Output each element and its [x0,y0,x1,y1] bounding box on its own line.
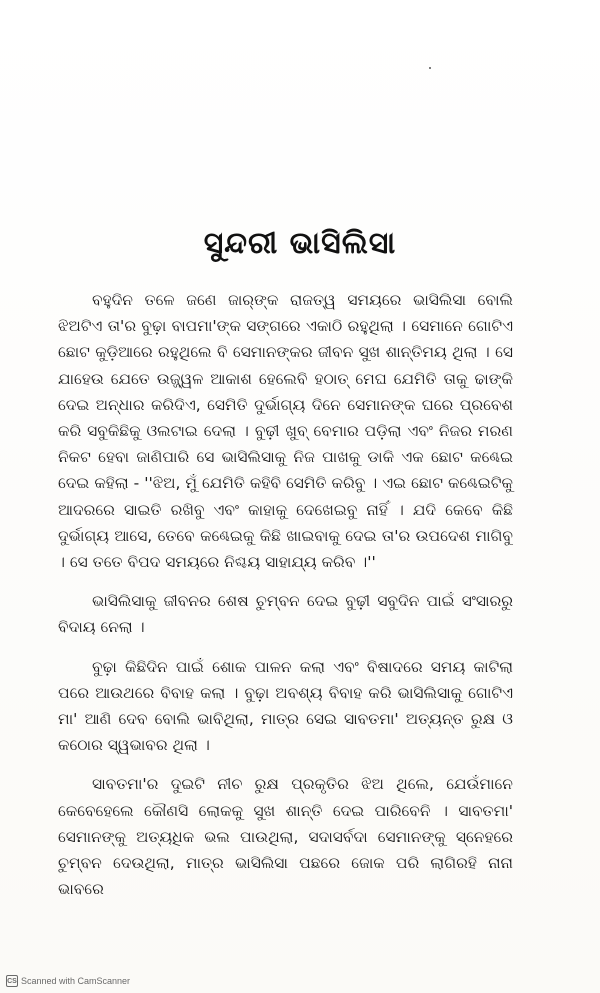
paragraph-3: ବୁଢ଼ା କିଛିଦିନ ପାଇଁ ଶୋକ ପାଳନ କଲା ଏବଂ ବିଷାଦରେ ସମୟ କାଟିଲା ପରେ ଆଉଥରେ ବିବାହ କଲା । ବୁଢ଼ା ଅବଶ୍ୟ ବିବାହ କରି ଭାସିଲିସାକୁ ଗୋଟିଏ ମା' ଆଣି ଦେବ ବୋଲି ଭାବିଥିଲା, ମାତ୍ର ସେଇ ସାବତମା' ଅତ୍ୟନ୍ତ ରୁକ୍ଷ ଓ କଠୋର ସ୍ୱଭାବର ଥିଲା । [58,657,513,755]
story-title: ସୁନ୍ଦରୀ ଭାସିଲିସା [203,226,397,261]
paragraph-2: ଭାସିଲିସାକୁ ଜୀବନର ଶେଷ ଚୁମ୍ବନ ଦେଇ ବୁଢ଼ୀ ସବୁଦିନ ପାଇଁ ସଂସାରରୁ ବିଦାୟ ନେଲା । [58,592,513,637]
camscanner-logo-icon: CS [6,975,18,987]
paragraph-4: ସାବତମା'ର ଦୁଇଟି ନୀଚ ରୁକ୍ଷ ପ୍ରକୃତିର ଝିଅ ଥିଲେ, ଯେଉଁମାନେ କେବେହେଲେ କୌଣସି ଲୋକକୁ ସୁଖ ଶାନ୍ତି ଦେଇ ପାରିବେନି । ସାବତମା' ସେମାନଙ୍କୁ ଅତ୍ୟଧିକ ଭଲ ପାଉଥିଲା, ସଦାସର୍ବଦା ସେମାନଙ୍କୁ ସ୍ନେହରେ ଚୁମ୍ବନ ଦେଉଥିଲା, ମାତ୍ର ଭାସିଲିସା ପଛରେ ଜୋକ ପରି ଲାଗିରହି ନାନା ଭାବରେ [58,775,513,899]
speck-mark [429,67,431,69]
scanner-watermark [6,975,130,987]
watermark-text: Scanned with CamScanner [21,976,131,986]
story-body [58,287,513,915]
paragraph-1: ବହୁଦିନ ତଳେ ଜଣେ ଜାର୍‌ଙ୍କ ରାଜତ୍ୱ ସମୟରେ ଭାସିଲିସା ବୋଲି ଝିଅଟିଏ ତା'ର ବୁଢ଼ା ବାପମା'ଙ୍କ ସଙ୍ଗରେ ଏକାଠି ରହୁଥିଲା । ସେମାନେ ଗୋଟିଏ ଛୋଟ କୁଡ଼ିଆରେ ରହୁଥିଲେ ବି ସେମାନଙ୍କର ଜୀବନ ସୁଖ ଶାନ୍ତିମୟ ଥିଲା । ସେ ଯାହେଉ ଯେତେ ଉଜ୍ଜ୍ୱଳ ଆକାଶ ହେଲେବି ହଠାତ୍ ମେଘ ଯେମିତି ତାକୁ ଢାଙ୍କି ଦେଇ ଅନ୍ଧାର କରିଦିଏ, ସେମିତି ଦୁର୍ଭାଗ୍ୟ ଦିନେ ସେମାନଙ୍କ ଘରେ ପ୍ରବେଶ କରି ସବୁକିଛିକୁ ଓଲଟାଇ ଦେଲା । ବୁଢ଼ୀ ଖୁବ୍ ବେମାର ପଡ଼ିଲା ଏବଂ ନିଜର ମରଣ ନିକଟ ହେବା ଜାଣିପାରି ସେ ଭାସିଲିସାକୁ ନିଜ ପାଖକୁ ଡାକି ଏକ ଛୋଟ କଣ୍ଢେଇ ଦେଇ କହିଲା - ''ଝିଅ, ମୁଁ ଯେମିତି କହିବି ସେମିତି କରିବୁ । ଏଇ ଛୋଟ କଣ୍ଢେଇଟିକୁ ଆଦରରେ ସାଇତି ରଖିବୁ ଏବଂ କାହାକୁ ଦେଖେଇବୁ ନାହିଁ । ଯଦି କେବେ କିଛି ଦୁର୍ଭାଗ୍ୟ ଆସେ, ତେବେ କଣ୍ଢେଇକୁ କିଛି ଖାଇବାକୁ ଦେଇ ତା'ର ଉପଦେଶ ମାଗିବୁ । ସେ ତତେ ବିପଦ ସମୟରେ ନିଶ୍ଚୟ ସାହାଯ୍ୟ କରିବ ।'' [58,291,513,572]
